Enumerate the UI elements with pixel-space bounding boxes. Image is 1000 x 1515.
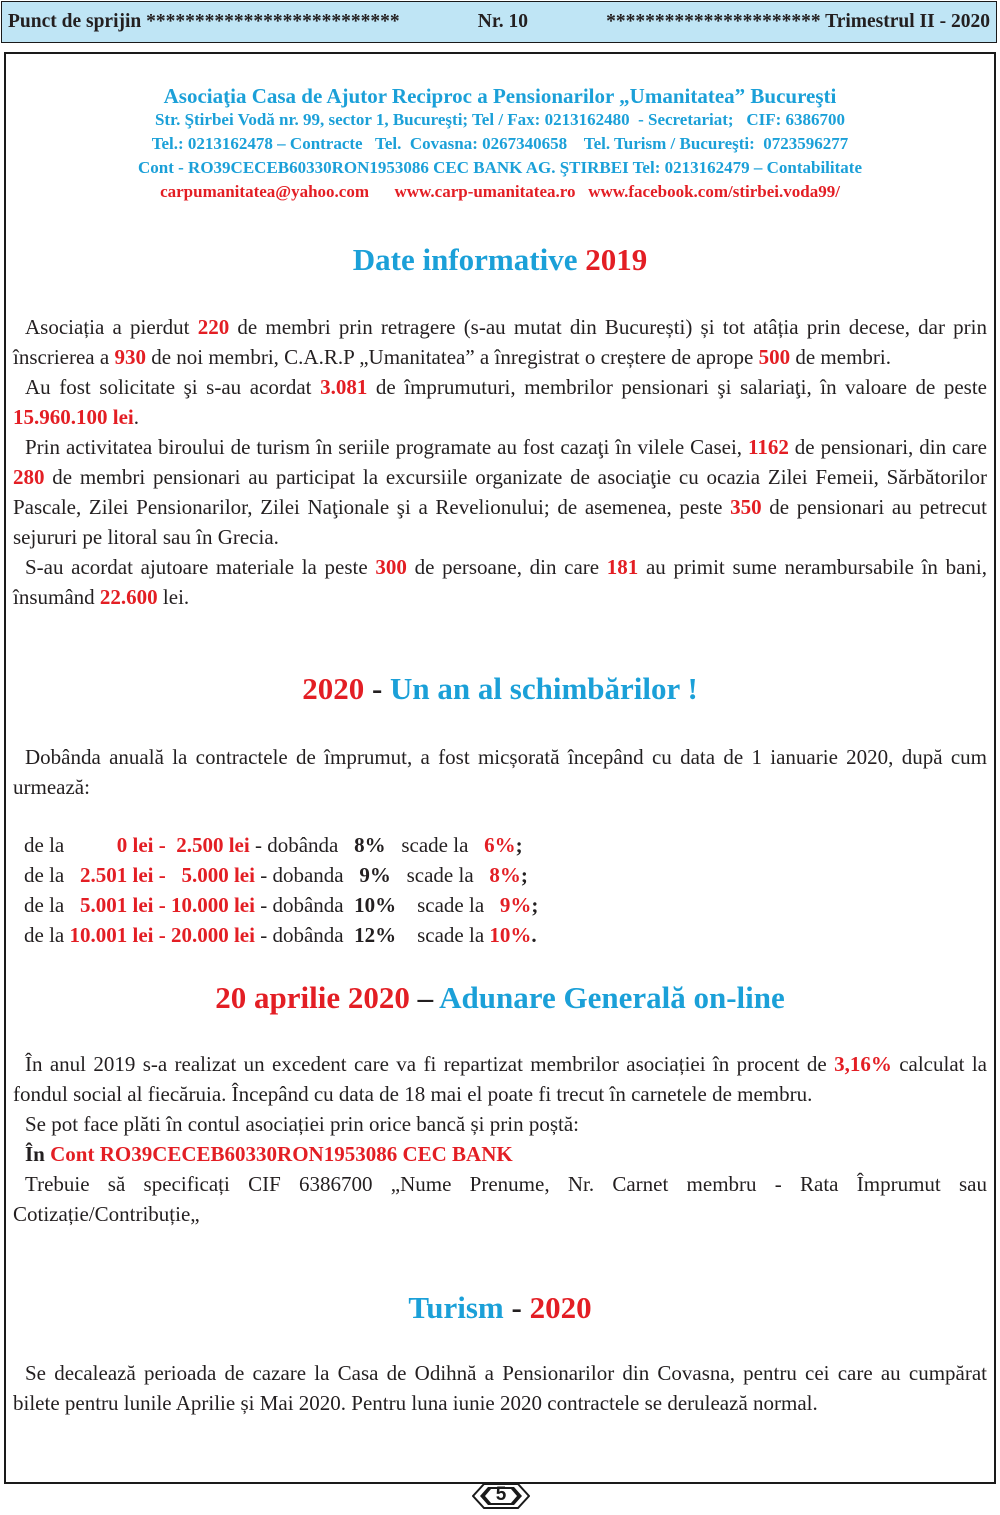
paragraph: Se decalează perioada de cazare la Casa de Odihnă a Pensionarilor din Covasna, pentru cei care au cumpărat bilete pentru lunile Aprilie și Mai 2020. Pentru luna iunie 2020 contractele se derulează normal. — [13, 1361, 987, 1415]
section-title-adunare-generala: 20 aprilie 2020 – Adunare Generală on-line — [215, 980, 785, 1015]
section-body-adunare-generala — [13, 1049, 987, 1229]
rate-row: de la 2.501 lei - 5.000 lei - dobanda 9% scade la 8%; — [24, 863, 528, 887]
email-link[interactable]: carpumanitatea@yahoo.com — [160, 182, 369, 201]
paragraph: Prin activitatea biroului de turism în seriile programate au fost cazaţi în vilele Casei, 1162 de pensionari, din care 280 de membri pensionari au participat la excursiile organizate de asociaţie cu ocazia Zilei Femeii, Sărbătorilor Pascale, Zilei Pensionarilor, Zilei Naţionale şi a Revelionului; de asemenea, peste 350 de pensionari au petrecut sejururi pe litoral sau în Grecia. — [13, 435, 987, 549]
paragraph: Trebuie să specificați CIF 6386700 „Nume Prenume, Nr. Carnet membru - Rata Împrumut sau Cotizație/Contribuție„ — [13, 1172, 987, 1226]
organization-name: Asociaţia Casa de Ajutor Reciproc a Pensionarilor „Umanitatea” Bucureşti — [163, 84, 837, 108]
rate-row: de la 5.001 lei - 10.000 lei - dobânda 10% scade la 9%; — [24, 893, 539, 917]
paragraph: Asociația a pierdut 220 de membri prin retragere (s-au mutat din București) și tot atâția prin decese, dar prin înscrierea a 930 de noi membri, C.A.R.P „Umanitatea” a înregistrat o creștere de aprope 500 de membri. — [13, 315, 988, 369]
bank-account: În Cont RO39CECEB60330RON1953086 CEC BANK — [25, 1142, 513, 1166]
section-title-an-al-schimbarilor: 2020 - Un an al schimbărilor ! — [302, 671, 698, 706]
rate-row: de la 10.001 lei - 20.000 lei - dobânda 12% scade la 10%. — [24, 923, 537, 947]
facebook-link[interactable]: www.facebook.com/stirbei.voda99/ — [588, 182, 840, 201]
phones-line: Tel.: 0213162478 – Contracte Tel. Covasna: 0267340658 Tel. Turism / Bucureşti: 0723596277 — [151, 134, 849, 153]
section-title-date-informative: Date informative 2019 — [352, 242, 648, 277]
address-line: Str. Ştirbei Vodă nr. 99, sector 1, Bucureşti; Tel / Fax: 0213162480 - Secretariat; CIF: 6386700 — [154, 110, 846, 129]
paragraph: Se pot face plăti în contul asociației prin orice bancă și prin poștă: — [25, 1112, 579, 1136]
issue-number: Nr. 10 — [477, 11, 528, 32]
rate-row: de la 0 lei - 2.500 lei - dobânda 8% scade la 6%; — [24, 833, 523, 857]
banner-left: Punct de sprijin ************************** — [8, 11, 400, 32]
paragraph: S-au acordat ajutoare materiale la peste 300 de persoane, din care 181 au primit sume nerambursabile în bani, însumând 22.600 lei. — [13, 555, 987, 609]
section-title-turism: Turism - 2020 — [408, 1290, 592, 1325]
website-link[interactable]: www.carp-umanitatea.ro — [394, 182, 576, 201]
section-body-turism — [13, 1358, 987, 1418]
contact-links — [0, 180, 1000, 204]
page-number-badge — [472, 1483, 530, 1509]
section-body-date-informative — [13, 312, 987, 612]
account-line: Cont - RO39CECEB60330RON1953086 CEC BANK AG. ŞTIRBEI Tel: 0213162479 – Contabilitate — [138, 158, 862, 177]
issue-banner — [1, 1, 997, 43]
paragraph: În anul 2019 s-a realizat un excedent care va fi repartizat membrilor asociației în procent de 3,16% calculat la fondul social al fiecăruia. Începând cu data de 18 mai el poate fi trecut în carnetele de membru. — [13, 1052, 987, 1106]
paragraph: Dobânda anuală la contractele de împrumut, a fost micșorată începând cu data de 1 ianuarie 2020, după cum urmează: — [13, 745, 987, 799]
organization-header — [0, 84, 1000, 204]
paragraph: Au fost solicitate şi s-au acordat 3.081 de împrumuturi, membrilor pensionari şi salariaţi, în valoare de peste 15.960.100 lei. — [13, 375, 987, 429]
banner-right: ********************** Trimestrul II - 2020 — [606, 11, 990, 32]
section-intro-dobanda — [13, 742, 987, 802]
page-number: 5 — [495, 1484, 507, 1505]
